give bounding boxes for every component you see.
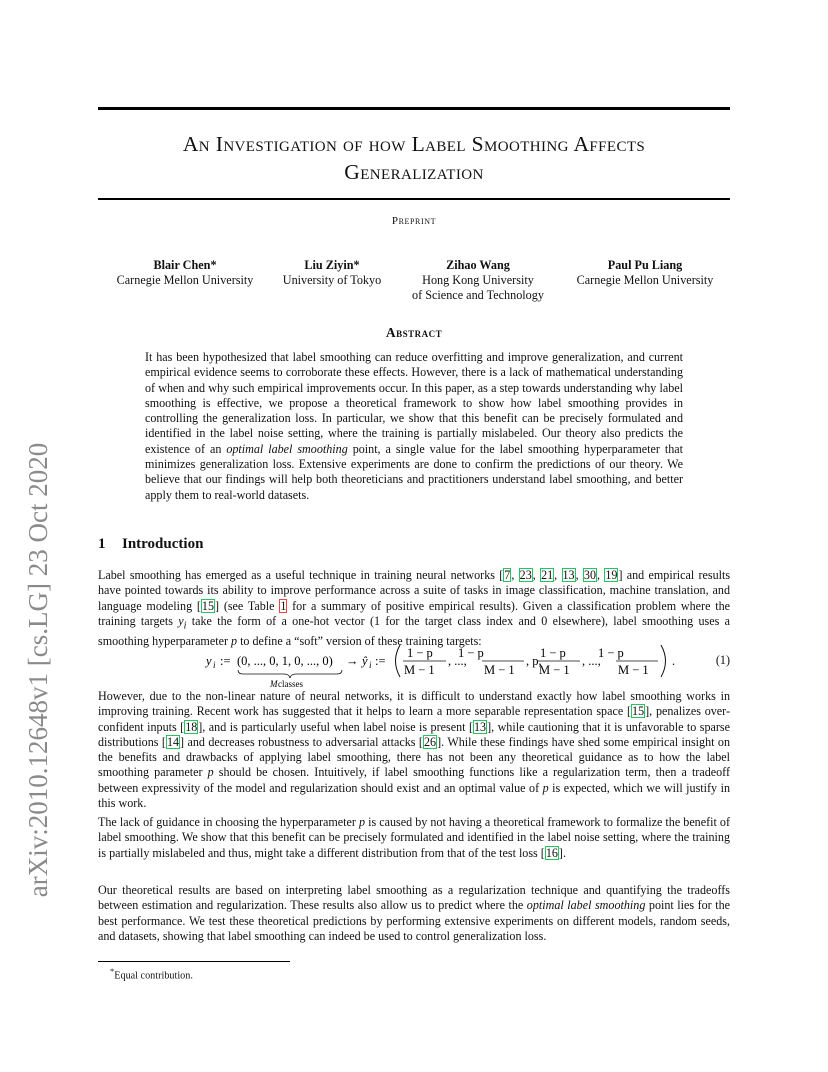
underbrace-shape (238, 670, 342, 678)
text-run: point lies for the best performance. We test these theoretical predictions by performing extensive experiments on different models, random seeds, and datasets, showing that label smoothing can indeed be used to control generalization loss. (98, 898, 731, 943)
intro-paragraph-1: Label smoothing has emerged as a useful technique in training neural networks [7, 23, 21, 13, 30, 19] and empirical results have pointed towards its ability to improve performance across a suite of tasks in image classification, machine translation, and language modeling [15] (see Table 1 for a summary of positive empirical results). Given a classification problem where the training targets $y_i$ take the form of a one-hot vector (1 for the target class index and 0 elsewhere), label smoothing uses a smoothing hyperparameter p to define a “soft” version of these training targets: (98, 568, 731, 648)
footnote (110, 966, 193, 981)
math-variable: y (178, 613, 184, 628)
title-bottom-rule (98, 198, 730, 200)
citation-link[interactable]: 16 (545, 845, 558, 860)
citation-link[interactable]: 21 (541, 568, 554, 582)
eq-end: . (672, 654, 676, 668)
text-run: ], while cautioning that it is unfavorable to sparse distributions [ (98, 719, 730, 749)
citation-link[interactable]: 7 (504, 568, 511, 582)
author-1 (100, 258, 270, 288)
emphasis-text: optimal label smoothing (526, 898, 646, 913)
math-variable: p (207, 765, 214, 780)
author-4 (562, 258, 728, 288)
author-2 (272, 258, 392, 288)
author-affiliation-line-2: of Science and Technology (412, 288, 544, 302)
author-affiliation: Carnegie Mellon University (116, 273, 254, 287)
author-name: Blair Chen* (153, 258, 217, 272)
author-affiliation: Carnegie Mellon University (576, 273, 714, 287)
citation-link[interactable]: 23 (519, 568, 532, 582)
text-run: Label smoothing has emerged as a useful technique in training neural networks [ (98, 568, 504, 582)
eq-lhs-sub: i (213, 660, 216, 670)
citation-link[interactable]: 18 (185, 719, 198, 734)
eq-mid: , p, (526, 654, 542, 668)
text-run: for a summary of positive empirical results). Given a classification problem where the training targets (98, 598, 730, 628)
text-run: ], and is particularly useful when label noise is present [ (198, 719, 473, 734)
eq-frac-num: 1 − p (540, 646, 566, 660)
citation-link[interactable]: 13 (473, 719, 487, 734)
author-name: Liu Ziyin* (304, 258, 360, 272)
footnote-text: Equal contribution. (114, 970, 193, 982)
paper-title (98, 130, 730, 186)
section-heading (98, 536, 203, 553)
math-subscript: i (183, 620, 187, 632)
section-number: 1 (98, 536, 106, 552)
text-run: is caused by not having a theoretical framework to formalize the benefit of label smoothing. We show that this benefit can be precisely formulated and identified in the label noise setting, where the training is partially mislabeled and thus, might take a different distribution from that of the test loss [ (98, 815, 730, 860)
abstract-emphasis: optimal label smoothing (226, 441, 348, 456)
author-name: Paul Pu Liang (607, 258, 683, 272)
text-run: ]. (558, 845, 566, 860)
eq-assign: := (220, 654, 231, 668)
eq-frac-num: 1 − p (598, 646, 624, 660)
text-run: However, due to the non-linear nature of neural networks, it is difficult to understand exactly how label smoothing works in improving training. Recent work has suggested that it helps to learn a more separable representation space [ (98, 689, 730, 719)
citation-link[interactable]: 26 (423, 734, 437, 749)
citation-link[interactable]: 13 (562, 568, 575, 582)
eq-frac-den: M − 1 (404, 663, 435, 677)
table-reference-link[interactable]: 1 (280, 598, 287, 613)
eq-frac-den: M − 1 (539, 663, 570, 677)
abstract-heading: Abstract (385, 325, 443, 340)
abstract-text-part: point, a single value for the label smoothing hyperparameter that minimizes generalization loss. Extensive experiments are done to confirm the predictions of our theory. We believe that our findings will help both theoreticians and practitioners understand label smoothing, and better apply them to real-world datasets. (145, 441, 683, 502)
right-paren-shape (661, 645, 666, 677)
footnote-mark: * (110, 966, 115, 976)
preprint-label: Preprint (391, 215, 437, 227)
citation-link[interactable]: 15 (201, 598, 215, 613)
eq-ellipsis-2: , ..., (582, 654, 601, 668)
text-run: ] and decreases robustness to adversarial attacks [ (180, 734, 423, 749)
text-run: should be chosen. Intuitively, if label smoothing functions like a regularization term, then a tradeoff between expressivity of the model and regularization should exist and an optimal value of (98, 765, 731, 795)
author-3 (398, 258, 558, 303)
citation-link[interactable]: 15 (632, 704, 645, 719)
text-run: The lack of guidance in choosing the hyperparameter (98, 815, 359, 829)
intro-paragraph-2 (98, 689, 730, 811)
eq-onehot-vector: (0, ..., 0, 1, 0, ..., 0) (237, 654, 333, 668)
eq-lhs: y (206, 654, 212, 668)
eq-ellipsis: , ..., (448, 654, 467, 668)
left-paren-shape (396, 645, 401, 677)
eq-yhat-sub: i (369, 660, 372, 670)
equation-number: (1) (715, 653, 730, 667)
intro-paragraph-3 (98, 815, 730, 861)
title-top-rule (98, 107, 730, 110)
math-variable: p (542, 780, 549, 795)
text-run: take the form of a one-hot vector (1 for the target class index and 0 elsewhere), label smoothing uses a smoothing hyperparameter (98, 613, 730, 648)
author-name: Zihao Wang (446, 258, 510, 272)
citation-link[interactable]: 14 (166, 734, 180, 749)
footnote-rule (98, 961, 290, 962)
text-run: is expected, which we will justify in this work. (98, 780, 730, 811)
text-run: ] (see Table (215, 598, 280, 613)
author-affiliation: University of Tokyo (282, 273, 382, 287)
eq-assign-2: := (375, 654, 386, 668)
eq-yhat: ŷ (362, 654, 368, 668)
intro-paragraph-4 (98, 883, 730, 944)
text-run: Our theoretical results are based on interpreting label smoothing as a regularization technique and quantifying the tradeoffs between estimation and regularization. These results also allow us to predict where the (98, 883, 730, 913)
eq-frac-den: M − 1 (484, 663, 515, 677)
abstract-text (145, 350, 683, 503)
eq-arrow: → (346, 654, 359, 668)
eq-frac-num: 1 − p (458, 646, 484, 660)
text-run: ] and empirical results have pointed towards its ability to improve performance across a suite of tasks in image classification, machine translation, and language modeling [ (98, 568, 731, 613)
author-affiliation: Hong Kong University (422, 273, 534, 287)
section-title: Introduction (122, 536, 204, 552)
eq-brace-label: classes (278, 679, 303, 689)
equation-svg (98, 641, 698, 689)
eq-brace-var: M (270, 679, 278, 689)
text-run: to define a “soft” version of these training targets: (237, 633, 482, 648)
title-line-2: Generalization (344, 160, 484, 184)
math-variable: p (231, 633, 238, 648)
citation-link[interactable]: 30 (583, 568, 597, 582)
abstract-text-part: It has been hypothesized that label smoothing can reduce overfitting and improve generalization, and current empirical evidence seems to corroborate these effects. However, there is a lack of mathematical understanding of when and why such empirical improvements occur. In this paper, as a step towards understanding why label smoothing is effective, we propose a theoretical framework to show how label smoothing provides in controlling the generalization loss. In particular, we show that this benefit can be precisely formulated and identified in the label noise setting, where the training is partially mislabeled. Our theory also predicts the existence of an (145, 350, 683, 456)
text-run: ], penalizes over-confident inputs [ (98, 704, 730, 734)
math-variable: p (358, 815, 366, 829)
equation-1 (98, 641, 730, 689)
arxiv-stamp: arXiv:2010.12648v1 [cs.LG] 23 Oct 2020 (23, 442, 53, 898)
eq-frac-den: M − 1 (618, 663, 649, 677)
eq-frac-num: 1 − p (407, 646, 433, 660)
text-run: ]. While these findings have shed some empirical insight on the benefits and drawbacks of applying label smoothing, there has not been any theoretical guidance as to how the label smoothing parameter (98, 734, 730, 780)
citation-link[interactable]: 19 (605, 568, 618, 582)
title-line-1: An Investigation of how Label Smoothing Affects (182, 132, 646, 156)
